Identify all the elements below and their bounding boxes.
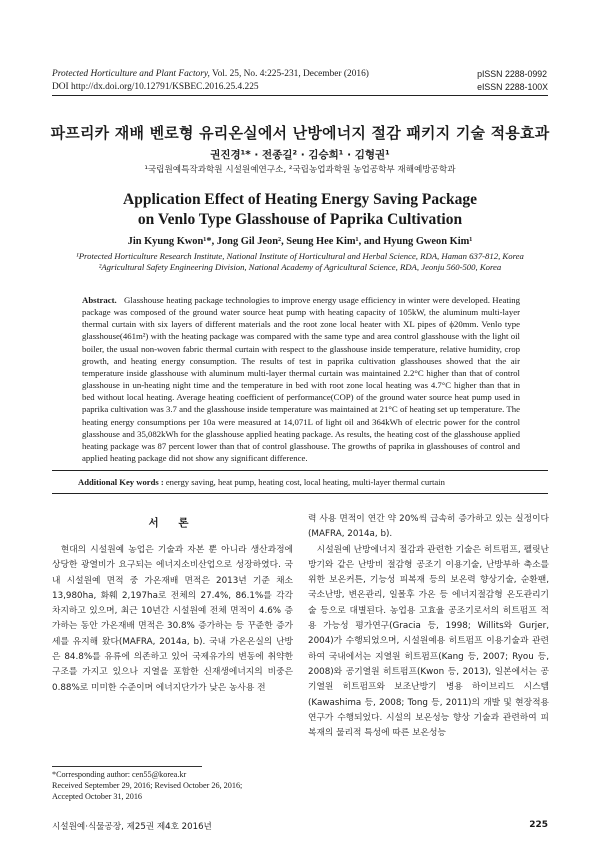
intro-paragraph-1: 현대의 시설원예 농업은 기술과 자본 뿐 아니라 생산과정에 상당한 광열비가 요구되는 에너지소비산업으로 성장하였다. 국내 시설원예 면적 중 가온재배 면적은 2013년 기준 채소 13,980ha, 화훼 2,197ha로 전체의 27.4%, 86.1%를 각각 차지하고 있으며, 최근 10년간 시설원예 전체 면적이 4.6% 증가하는 동안 가온재배 면적은 30.8% 증가하는 등 꾸준한 증가세를 유지해 왔다(MAFRA, 2014a, b). 국내 가온온실의 난방은 84.8%를 유류에 의존하고 있어 국제유가의 변동에 취약한 구조를 가지고 있으나 지열을 포함한 신재생에너지의 비중은 0.88%로 미미한 수준이며 에너지단가가 낮은 농사용 전 bbox=[52, 545, 293, 693]
english-affiliation bbox=[0, 251, 600, 273]
korean-title: 파프리카 재배 벤로형 유리온실에서 난방에너지 절감 패키지 기술 적용효과 bbox=[50, 124, 550, 142]
issn-info bbox=[477, 68, 548, 93]
abstract-text: Glasshouse heating package technologies to improve energy usage efficiency in winter were developed. Heating package was composed of the ground water source heat pump with heating capacity of 105kW, the aluminum multi-layer thermal curtain with six layers of different materials and the root zone local heater with XL pipes of ϕ20mm. Venlo type glasshouse(461m²) with the heating package was compared with the same type and area control glasshouse with the light oil boiler, the usual non-woven fabric thermal curtain with respect to the glasshouse inside temperature, relative humidity, crop growth, and heating energy consumption. The results of test in paprika cultivation glasshouses showed that the air temperature inside glasshouse with aluminum multi-layer thermal curtain was maintained 2.2°C higher than that of control glasshouse in un-heating night time and the temperature in bed with root zone local heating was 4.7°C higher than that in bed without local heating. Average heating coefficient of performance(COP) of the ground water source heat pump used in paprika cultivation was 3.7 and the glasshouse inside temperature was maintained at 21°C of heating set up temperature. The heating energy consumptions per 10a were measured at 14,071L of light oil and 364kWh of electric power for the control glasshouse and 35,082kWh for the glasshouse applied heating package. As results, the heating cost of the glasshouse applied heating package was 87 percent lower than that of control glasshouse. The growths of paprika in glasshouses of control and applied heating package did not show any significant difference. bbox=[82, 295, 520, 464]
page-footer bbox=[52, 820, 548, 832]
footnote bbox=[52, 769, 302, 802]
accepted-date: Accepted October 31, 2016 bbox=[52, 792, 143, 801]
keywords-label: Additional Key words : bbox=[78, 477, 164, 487]
doi-link[interactable]: DOI http://dx.doi.org/10.12791/KSBEC.2016.25.4.225 bbox=[52, 81, 259, 92]
affiliation-2: ²Agricultural Safety Engineering Division, National Academy of Agricultural Science, RDA, Jeonju 560-500, Korea bbox=[98, 262, 502, 272]
english-title-line1: Application Effect of Heating Energy Saving Package bbox=[123, 191, 477, 208]
section-title-introduction: 서 론 bbox=[148, 517, 197, 529]
eissn: eISSN 2288-100X bbox=[477, 81, 548, 92]
intro-left-column bbox=[52, 543, 293, 696]
received-date: Received September 29, 2016; Revised October 26, 2016; bbox=[52, 781, 243, 790]
corresponding-author: *Corresponding author: cen55@korea.kr bbox=[52, 770, 187, 779]
english-authors: Jin Kyung Kwon¹*, Jong Gil Jeon², Seung Hee Kim¹, and Hyung Gweon Kim¹ bbox=[127, 236, 473, 247]
journal-name: Protected Horticulture and Plant Factory, bbox=[52, 69, 210, 79]
keywords-top-divider bbox=[52, 470, 548, 471]
keywords-text: energy saving, heat pump, heating cost, local heating, multi-layer thermal curtain bbox=[163, 477, 445, 487]
abstract bbox=[82, 294, 520, 464]
volume-info: Vol. 25, No. 4:225-231, December (2016) bbox=[209, 69, 369, 79]
footnote-divider bbox=[52, 766, 202, 767]
pissn: pISSN 2288-0992 bbox=[477, 69, 548, 79]
intro-paragraph-1-cont: 력 사용 면적이 연간 약 20%씩 급속히 증가하고 있는 실정이다(MAFRA, 2014a, b). bbox=[308, 514, 549, 540]
citation-info bbox=[52, 68, 369, 93]
korean-affiliation: ¹국립원예특작과학원 시설원예연구소, ²국립농업과학원 농업공학부 재해예방공학과 bbox=[144, 165, 456, 175]
keywords bbox=[78, 477, 528, 487]
header-divider bbox=[52, 95, 548, 96]
affiliation-1: ¹Protected Horticulture Research Institute, National Institute of Horticultural and Herbal Science, RDA, Haman 637-812, Korea bbox=[76, 251, 524, 261]
footer-journal: 시설원예·식물공장, 제25권 제4호 2016년 bbox=[52, 822, 212, 832]
abstract-label: Abstract. bbox=[82, 295, 117, 305]
english-title bbox=[0, 190, 600, 230]
keywords-bottom-divider bbox=[52, 493, 548, 494]
intro-paragraph-2: 시설원예 난방에너지 절감과 관련한 기술은 히트펌프, 펠릿난방기와 같은 난방비 절감형 공조기 이용기술, 난방부하 축소를 위한 보온커튼, 기능성 피복재 등의 보온력 향상기술, 순환팬, 국소난방, 변온관리, 일몰후 가온 등 에너지절감형 온도관리기술 등으로 대별된다. 농업용 고효율 공조기로서의 히트펌프 적용 가능성 평가연구(Gracia 등, 1998; Willits와 Gurjer, 2004)가 수행되었으며, 시설원예용 히트펌프 이용기술과 관련하여 국내에서는 지열원 히트펌프(Kang 등, 2007; Ryou 등, 2008)와 공기열원 히트펌프(Kwon 등, 2013), 일본에서는 공기열원 히트펌프와 보조난방기 병용 하이브리드 시스템(Kawashima 등, 2008; Tong 등, 2011)의 개발 및 현장적용 연구가 수행되었다. 시설의 보온성능 향상 기술과 관련하여 피복재의 물리적 특성에 따른 보온성능 bbox=[308, 544, 549, 739]
korean-authors: 권진경¹* · 전종길² · 김승희¹ · 김형권¹ bbox=[210, 149, 390, 161]
page-number: 225 bbox=[529, 820, 548, 830]
intro-right-column bbox=[308, 512, 549, 741]
english-title-line2: on Venlo Type Glasshouse of Paprika Cultivation bbox=[137, 211, 463, 228]
